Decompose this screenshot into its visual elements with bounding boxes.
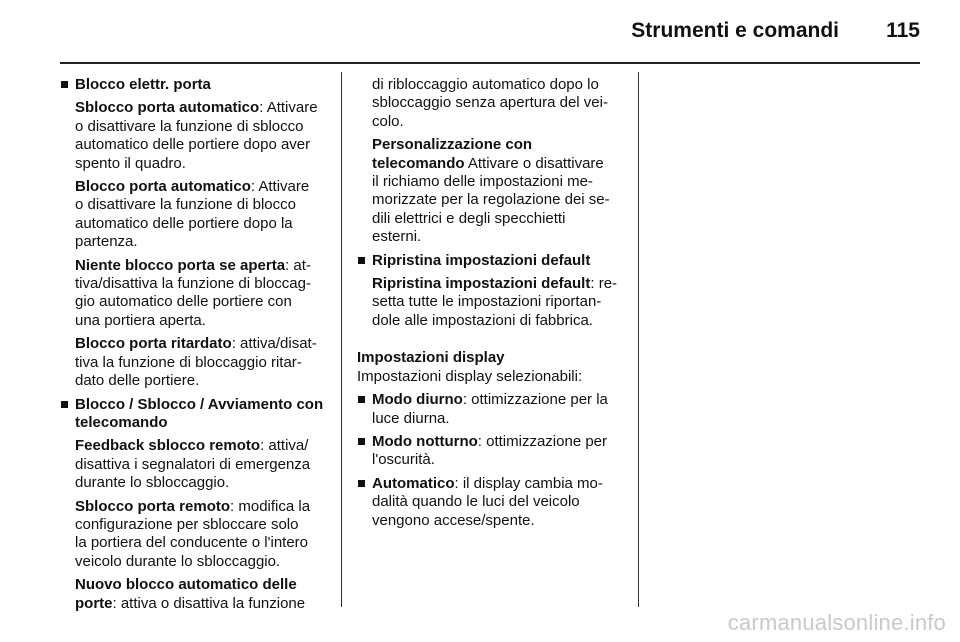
text-line: partenza. [75, 233, 138, 251]
bullet-telecomando [60, 396, 330, 433]
paragraph-personalizzazione [372, 136, 625, 246]
text-line: veicolo durante lo sbloccaggio. [75, 552, 281, 570]
text-line: vengono accese/spente. [372, 511, 535, 529]
term: Modo diurno [372, 391, 463, 409]
text-line: luce diurna. [372, 409, 450, 427]
text-line: l'oscurità. [372, 451, 435, 469]
text-line: automatico delle portiere dopo aver [75, 136, 311, 154]
bullet-automatico [357, 475, 625, 530]
term: Blocco porta automatico [75, 178, 251, 196]
bullet-title: Blocco / Sblocco / Avviamento con [75, 395, 324, 413]
column-divider-1 [341, 72, 342, 607]
text-line: dato delle portiere. [75, 372, 200, 390]
term: telecomando [372, 154, 465, 172]
text-line: o disattivare la funzione di blocco [75, 196, 296, 214]
text-line: setta tutte le impostazioni riportan- [372, 293, 602, 311]
text-line: automatico delle portiere dopo la [75, 214, 293, 232]
text-line: esterni. [372, 228, 422, 246]
term: Personalizzazione con [372, 136, 533, 154]
paragraph-continuation [372, 76, 625, 131]
bullet-square-icon [358, 438, 365, 445]
text: Attivare o disattivare [464, 154, 604, 172]
bullet-title: Blocco elettr. porta [75, 76, 211, 93]
text: : Attivare [250, 178, 310, 196]
text: : re- [590, 275, 618, 293]
text: : modifica la [230, 497, 311, 515]
paragraph-ripristina [372, 275, 625, 330]
bullet-square-icon [358, 396, 365, 403]
text-line: di ribloccaggio automatico dopo lo [372, 76, 599, 93]
paragraph-blocco-porta-automatico [75, 178, 330, 252]
term: Sblocco porta remoto [75, 497, 231, 515]
term: Sblocco porta automatico [75, 99, 260, 117]
bullet-square-icon [61, 401, 68, 408]
text: : attiva o disattiva la funzione [112, 594, 306, 612]
text: : il display cambia mo- [454, 474, 603, 492]
paragraph-blocco-porta-ritardato [75, 335, 330, 390]
text-line: o disattivare la funzione di sblocco [75, 117, 304, 135]
page-number: 115 [886, 19, 920, 42]
text: : Attivare [259, 99, 318, 117]
term: Nuovo blocco automatico delle [75, 576, 297, 594]
section-intro: Impostazioni display selezionabili: [357, 367, 583, 385]
text-line: la portiera del conducente o l'intero [75, 534, 309, 552]
text-line: configurazione per sbloccare solo [75, 515, 299, 533]
term: Automatico [372, 474, 455, 492]
section-title: Strumenti e comandi [631, 19, 839, 42]
bullet-title: telecomando [75, 413, 168, 431]
paragraph-sblocco-porta-remoto [75, 498, 330, 572]
bullet-title: Ripristina impostazioni default [372, 251, 591, 269]
text-line: disattiva i segnalatori di emergenza [75, 455, 311, 473]
text-line: spento il quadro. [75, 154, 186, 172]
text-line: durante lo sbloccaggio. [75, 474, 230, 492]
bullet-square-icon [358, 257, 365, 264]
text: : ottimizzazione per [477, 432, 608, 450]
text-line: morizzate per la regolazione dei se- [372, 191, 610, 209]
text-column-2 [357, 76, 625, 535]
bullet-modo-diurno [357, 391, 625, 428]
text-line: dalità quando le luci del veicolo [372, 493, 580, 511]
bullet-blocco-elettr-porta [60, 76, 330, 94]
term: Blocco porta ritardato [75, 335, 232, 353]
bullet-modo-notturno [357, 433, 625, 470]
page-header [0, 0, 960, 64]
section-heading: Impostazioni display [357, 349, 505, 367]
paragraph-niente-blocco [75, 257, 330, 331]
text-column-1 [60, 76, 330, 618]
watermark: carmanualsonline.info [727, 610, 946, 635]
paragraph-nuovo-blocco [75, 576, 330, 613]
text: : attiva/ [260, 437, 309, 455]
text-line: gio automatico delle portiere con [75, 293, 292, 311]
term: Niente blocco porta se aperta [75, 256, 286, 274]
text: : at- [285, 256, 311, 274]
paragraph-feedback-sblocco [75, 437, 330, 492]
text-line: dili elettrici e degli specchietti [372, 209, 566, 227]
text-line: dole alle impostazioni di fabbrica. [372, 311, 593, 329]
term: Feedback sblocco remoto [75, 437, 261, 455]
text-line: colo. [372, 112, 404, 130]
term: porte [75, 594, 113, 612]
text-line: il richiamo delle impostazioni me- [372, 173, 593, 191]
text-line: tiva la funzione di bloccaggio ritar- [75, 353, 302, 371]
header-divider [60, 62, 920, 64]
text: : ottimizzazione per la [462, 391, 608, 409]
bullet-ripristina [357, 252, 625, 270]
text-line: una portiera aperta. [75, 311, 206, 329]
column-divider-2 [638, 72, 639, 607]
bullet-square-icon [358, 480, 365, 487]
text: : attiva/disat- [231, 335, 317, 353]
text-line: tiva/disattiva la funzione di bloccag- [75, 275, 311, 293]
text-line: sbloccaggio senza apertura del vei- [372, 94, 608, 112]
bullet-square-icon [61, 81, 68, 88]
term: Modo notturno [372, 432, 478, 450]
paragraph-sblocco-porta-automatico [75, 99, 330, 173]
section-impostazioni-display [357, 349, 625, 386]
term: Ripristina impostazioni default [372, 275, 591, 293]
